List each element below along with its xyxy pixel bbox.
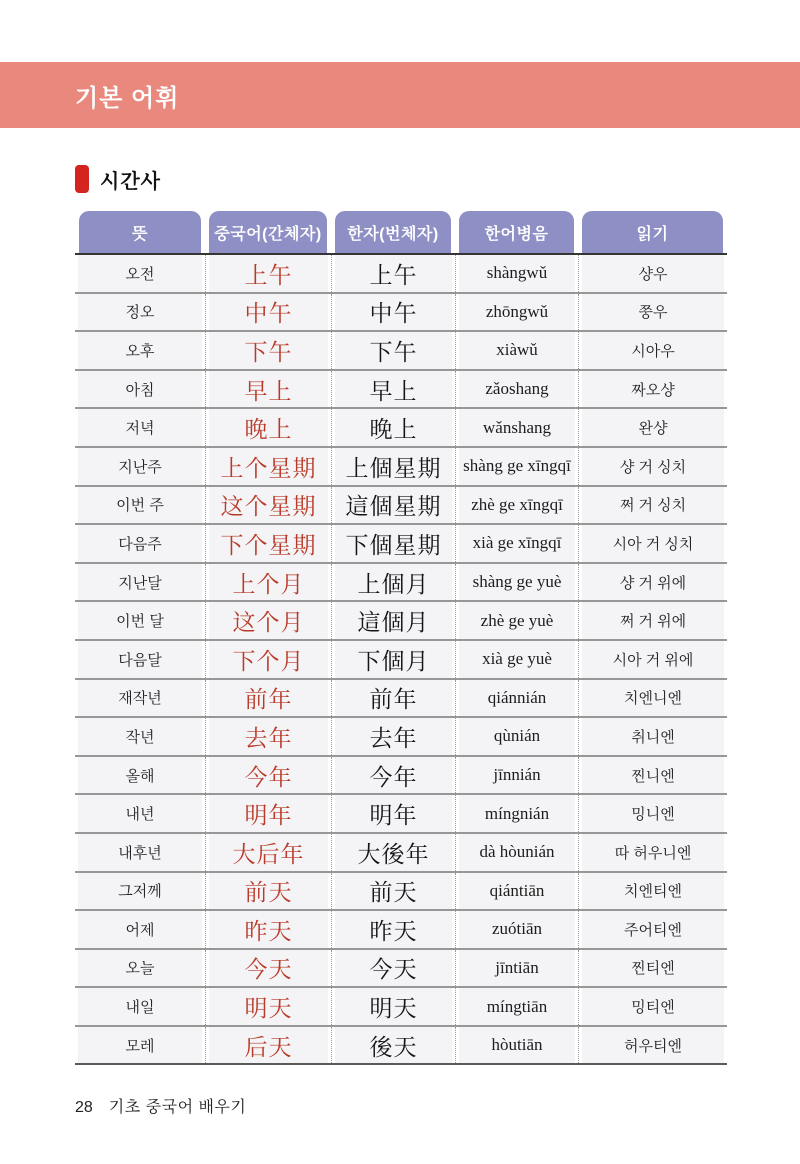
table-row	[75, 487, 727, 526]
column-header-3: 한어병음	[459, 211, 574, 253]
table-row	[75, 525, 727, 564]
cell-simplified: 上个星期	[205, 448, 331, 485]
cell-pinyin: jīnnián	[455, 757, 578, 794]
cell-meaning: 이번 달	[75, 602, 205, 639]
cell-traditional: 前天	[331, 873, 455, 910]
table-body	[75, 253, 727, 1065]
cell-traditional: 前年	[331, 680, 455, 717]
cell-meaning: 모레	[75, 1027, 205, 1064]
cell-simplified: 大后年	[205, 834, 331, 871]
cell-meaning: 작년	[75, 718, 205, 755]
column-header-4: 읽기	[582, 211, 723, 253]
cell-traditional: 昨天	[331, 911, 455, 948]
cell-meaning: 그저께	[75, 873, 205, 910]
table-row	[75, 255, 727, 294]
cell-simplified: 上个月	[205, 564, 331, 601]
cell-meaning: 저녁	[75, 409, 205, 446]
cell-meaning: 정오	[75, 294, 205, 331]
cell-traditional: 明天	[331, 988, 455, 1025]
table-row	[75, 1027, 727, 1066]
cell-reading: 찐니엔	[578, 757, 727, 794]
cell-simplified: 下个星期	[205, 525, 331, 562]
cell-reading: 취니엔	[578, 718, 727, 755]
section-title: 시간사	[100, 170, 161, 193]
cell-traditional: 今年	[331, 757, 455, 794]
cell-meaning: 이번 주	[75, 487, 205, 524]
cell-simplified: 上午	[205, 255, 331, 292]
cell-meaning: 재작년	[75, 680, 205, 717]
cell-pinyin: qiántiān	[455, 873, 578, 910]
cell-reading: 샹 거 위에	[578, 564, 727, 601]
table-row	[75, 448, 727, 487]
cell-pinyin: xià ge yuè	[455, 641, 578, 678]
cell-simplified: 今天	[205, 950, 331, 987]
cell-traditional: 去年	[331, 718, 455, 755]
section-header	[75, 164, 161, 194]
cell-simplified: 这个月	[205, 602, 331, 639]
cell-meaning: 오전	[75, 255, 205, 292]
cell-reading: 밍니엔	[578, 795, 727, 832]
cell-pinyin: zhè ge xīngqī	[455, 487, 578, 524]
cell-reading: 허우티엔	[578, 1027, 727, 1064]
cell-reading: 찐티엔	[578, 950, 727, 987]
table-row	[75, 795, 727, 834]
cell-reading: 시아 거 싱치	[578, 525, 727, 562]
cell-meaning: 오늘	[75, 950, 205, 987]
cell-reading: 치엔티엔	[578, 873, 727, 910]
cell-meaning: 다음주	[75, 525, 205, 562]
cell-pinyin: shàng ge xīngqī	[455, 448, 578, 485]
cell-reading: 쩌 거 위에	[578, 602, 727, 639]
cell-traditional: 上午	[331, 255, 455, 292]
cell-simplified: 去年	[205, 718, 331, 755]
page-number: 28	[75, 1099, 93, 1116]
page-footer	[75, 1094, 246, 1117]
cell-simplified: 昨天	[205, 911, 331, 948]
cell-simplified: 这个星期	[205, 487, 331, 524]
cell-traditional: 上個月	[331, 564, 455, 601]
cell-reading: 시아우	[578, 332, 727, 369]
cell-traditional: 下個月	[331, 641, 455, 678]
cell-traditional: 上個星期	[331, 448, 455, 485]
table-row	[75, 294, 727, 333]
cell-simplified: 前天	[205, 873, 331, 910]
cell-pinyin: dà hòunián	[455, 834, 578, 871]
cell-pinyin: shàngwǔ	[455, 255, 578, 292]
cell-reading: 밍티엔	[578, 988, 727, 1025]
cell-simplified: 晚上	[205, 409, 331, 446]
table-row	[75, 680, 727, 719]
cell-reading: 시아 거 위에	[578, 641, 727, 678]
cell-pinyin: zuótiān	[455, 911, 578, 948]
cell-simplified: 下个月	[205, 641, 331, 678]
cell-meaning: 내일	[75, 988, 205, 1025]
cell-traditional: 大後年	[331, 834, 455, 871]
cell-pinyin: hòutiān	[455, 1027, 578, 1064]
book-title: 기초 중국어 배우기	[108, 1099, 247, 1116]
cell-traditional: 後天	[331, 1027, 455, 1064]
cell-traditional: 今天	[331, 950, 455, 987]
cell-meaning: 어제	[75, 911, 205, 948]
table-row	[75, 911, 727, 950]
cell-reading: 치엔니엔	[578, 680, 727, 717]
cell-reading: 샹우	[578, 255, 727, 292]
cell-pinyin: qùnián	[455, 718, 578, 755]
cell-pinyin: xià ge xīngqī	[455, 525, 578, 562]
table-row	[75, 409, 727, 448]
cell-simplified: 前年	[205, 680, 331, 717]
table-row	[75, 950, 727, 989]
cell-meaning: 올해	[75, 757, 205, 794]
cell-meaning: 내년	[75, 795, 205, 832]
table-row	[75, 757, 727, 796]
column-header-0: 뜻	[79, 211, 201, 253]
cell-simplified: 明天	[205, 988, 331, 1025]
section-bullet-icon	[75, 165, 89, 193]
cell-pinyin: zǎoshang	[455, 371, 578, 408]
cell-pinyin: zhè ge yuè	[455, 602, 578, 639]
cell-pinyin: míngtiān	[455, 988, 578, 1025]
vocab-table	[75, 211, 727, 1065]
table-row	[75, 834, 727, 873]
cell-pinyin: qiánnián	[455, 680, 578, 717]
cell-pinyin: zhōngwǔ	[455, 294, 578, 331]
cell-simplified: 中午	[205, 294, 331, 331]
table-row	[75, 602, 727, 641]
cell-pinyin: xiàwǔ	[455, 332, 578, 369]
cell-reading: 샹 거 싱치	[578, 448, 727, 485]
cell-simplified: 后天	[205, 1027, 331, 1064]
cell-pinyin: jīntiān	[455, 950, 578, 987]
cell-meaning: 지난주	[75, 448, 205, 485]
chapter-title: 기본 어휘	[75, 84, 180, 112]
cell-meaning: 다음달	[75, 641, 205, 678]
chapter-banner	[0, 62, 800, 128]
cell-traditional: 這個星期	[331, 487, 455, 524]
column-header-2: 한자(번체자)	[335, 211, 451, 253]
cell-meaning: 지난달	[75, 564, 205, 601]
cell-reading: 쭝우	[578, 294, 727, 331]
cell-traditional: 晚上	[331, 409, 455, 446]
column-header-1: 중국어(간체자)	[209, 211, 327, 253]
cell-meaning: 아침	[75, 371, 205, 408]
table-row	[75, 718, 727, 757]
cell-traditional: 下個星期	[331, 525, 455, 562]
cell-reading: 짜오샹	[578, 371, 727, 408]
cell-simplified: 今年	[205, 757, 331, 794]
cell-reading: 따 허우니엔	[578, 834, 727, 871]
cell-reading: 주어티엔	[578, 911, 727, 948]
table-row	[75, 988, 727, 1027]
table-row	[75, 873, 727, 912]
cell-reading: 쩌 거 싱치	[578, 487, 727, 524]
cell-pinyin: míngnián	[455, 795, 578, 832]
cell-traditional: 這個月	[331, 602, 455, 639]
cell-simplified: 下午	[205, 332, 331, 369]
cell-traditional: 下午	[331, 332, 455, 369]
cell-traditional: 中午	[331, 294, 455, 331]
cell-pinyin: shàng ge yuè	[455, 564, 578, 601]
cell-meaning: 내후년	[75, 834, 205, 871]
table-row	[75, 641, 727, 680]
cell-simplified: 早上	[205, 371, 331, 408]
cell-traditional: 早上	[331, 371, 455, 408]
table-row	[75, 564, 727, 603]
cell-simplified: 明年	[205, 795, 331, 832]
cell-reading: 완샹	[578, 409, 727, 446]
cell-pinyin: wǎnshang	[455, 409, 578, 446]
cell-traditional: 明年	[331, 795, 455, 832]
table-row	[75, 332, 727, 371]
table-header-row	[75, 211, 727, 253]
cell-meaning: 오후	[75, 332, 205, 369]
table-row	[75, 371, 727, 410]
